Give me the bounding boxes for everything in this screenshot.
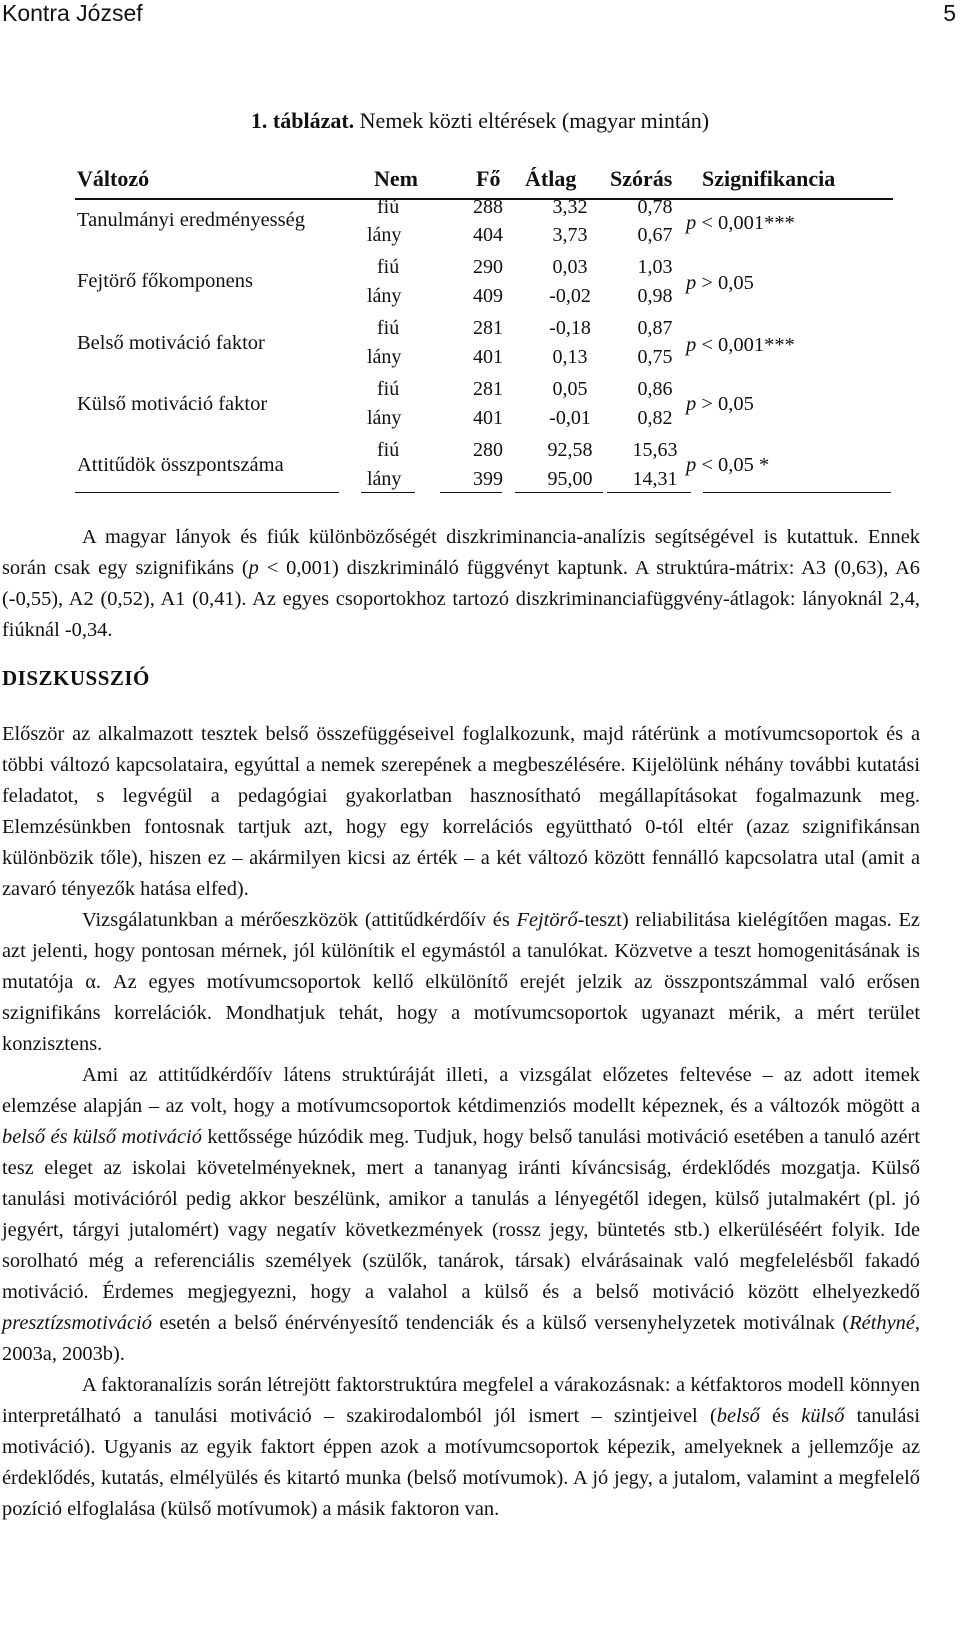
running-header-author: Kontra József	[2, 0, 143, 26]
row-n: 280	[473, 439, 503, 461]
table-bottom-rule	[515, 492, 603, 493]
p-symbol: p	[686, 334, 697, 356]
table-caption-title: Nemek közti eltérések (magyar mintán)	[359, 108, 710, 133]
row-n: 290	[473, 256, 503, 278]
row-variable: Fejtörő főkomponens	[77, 270, 253, 292]
text-span: , 2003a, 2003b).	[2, 1312, 920, 1365]
row-sd: 1,03	[637, 256, 673, 278]
row-significance	[686, 393, 754, 416]
header-mean: Átlag	[525, 166, 577, 191]
row-mean: 3,73	[552, 224, 588, 246]
p-value: < 0,001***	[696, 334, 795, 356]
text-span: < 0,001) diszkrimináló függvényt kaptunk. A struktúra-mátrix: A3 (0,63), A6 (-0,55), A2 (0,52), A1 (0,41). Az egyes csoportokhoz tartozó diszkriminanciafüggvény-átlagok: lányoknál 2,4, fiúknál -0,34.	[2, 557, 920, 641]
row-n: 281	[473, 317, 503, 339]
row-sd: 0,78	[637, 196, 673, 218]
paragraph-intro: Először az alkalmazott tesztek belső összefüggéseivel foglalkozunk, majd rátérünk a motívumcsoportok és a többi változó kapcsolataira, egyúttal a nemek szerepének a megbeszélésére. Kijelölünk néhány további kutatási feladatot, s legvégül a pedagógiai gyakorlatban hasznosítható megállapításokat fogalmazunk meg. Elemzésünkben fontosnak tartjuk azt, hogy egy korrelációs együttható 0-tól eltér (azaz szignifikánsan különbözik tőle), hiszen ez – akármilyen kicsi az érték – a két változó között fennálló kapcsolatra utal (amit a zavaró tényezők hatása elfed).	[2, 723, 920, 900]
row-n: 401	[473, 346, 503, 368]
header-n: Fő	[476, 166, 501, 191]
table-bottom-rule	[607, 492, 691, 493]
text-span: A magyar lányok és fiúk különbözőségét diszkriminancia-analízis segítségével is kutattuk. Ennek során csak egy szignifikáns (	[2, 526, 920, 579]
emphasis: belső és külső motiváció	[2, 1126, 202, 1148]
text-span: tanulási motiváció). Ugyanis az egyik faktort éppen azok a motívumcsoportok képezik, amelyeknek a jellemzője az érdeklődés, kutatás, elmélyülés és kitartó munka (belső motívumok). A jó jegy, a jutalom, valamint a megfelelő pozíció elfoglalása (külső motívumok) a másik faktoron van.	[2, 1405, 920, 1520]
row-significance	[686, 272, 754, 295]
emphasis: Réthyné	[849, 1312, 915, 1334]
row-significance	[686, 334, 795, 357]
p-symbol: p	[686, 454, 697, 476]
row-sex: fiú	[377, 196, 400, 218]
emphasis: presztízsmotiváció	[2, 1312, 152, 1334]
row-sd: 0,67	[637, 224, 673, 246]
row-sd: 0,82	[637, 407, 673, 429]
results-table	[75, 164, 893, 516]
p-symbol: p	[686, 272, 697, 294]
row-mean: 0,03	[552, 256, 588, 278]
text-span: A faktoranalízis során létrejött faktorstruktúra megfelel a várakozásnak: a kétfaktoros modell könnyen interpretálható a tanulási motiváció – szakirodalomból jól ismert – szintjeivel (	[2, 1374, 920, 1427]
row-mean: 95,00	[547, 468, 593, 490]
row-variable: Belső motiváció faktor	[77, 332, 265, 354]
row-mean: -0,18	[549, 317, 591, 339]
row-mean: -0,02	[549, 285, 591, 307]
p-symbol: p	[686, 393, 697, 415]
row-sex: fiú	[377, 256, 400, 278]
row-n: 288	[473, 196, 503, 218]
row-sex: lány	[367, 407, 402, 429]
text-span: Vizsgálatunkban a mérőeszközök (attitűdkérdőív és	[82, 909, 517, 931]
table-bottom-rule	[361, 492, 415, 493]
row-sd: 0,86	[637, 378, 673, 400]
row-significance	[686, 454, 769, 477]
row-significance	[686, 212, 795, 235]
row-n: 281	[473, 378, 503, 400]
row-variable: Tanulmányi eredményesség	[77, 209, 305, 231]
p-value: < 0,001***	[696, 212, 795, 234]
text-span: esetén a belső énérvényesítő tendenciák és a külső versenyhelyzetek motiválnak (	[151, 1312, 850, 1334]
text-span: kettőssége húzódik meg. Tudjuk, hogy belső tanulási motiváció esetében a tanuló azért tesz eleget az iskolai követelményeknek, mert a tananyag iránti kíváncsiság, érdeklődés mozgatja. Külső tanulási motivációról pedig akkor beszélünk, amikor a tanulás a lényegétől idegen, külső jutalmakért (pl. jó jegyért, tárgyi jutalomért) vagy negatív következmények (rossz jegy, büntetés stb.) elkerüléséért folyik. Ide sorolható még a referenciális személyek (szülők, tanárok, társak) elvárásainak való megfelelésből fakadó motiváció. Érdemes megjegyezni, hogy a valahol a külső és a belső motiváció között elhelyezkedő	[2, 1126, 920, 1303]
header-sd: Szórás	[610, 166, 673, 191]
p-value: < 0,05 *	[696, 454, 770, 476]
table-bottom-rule	[703, 492, 891, 493]
row-sex: lány	[367, 468, 402, 490]
row-n: 399	[473, 468, 503, 490]
p-symbol: p	[248, 557, 259, 579]
page-number: 5	[943, 0, 956, 26]
row-sex: fiú	[377, 439, 400, 461]
paragraph-reliability	[2, 905, 920, 1060]
paragraph-text	[2, 522, 920, 646]
row-sd: 0,98	[637, 285, 673, 307]
text-span: és	[759, 1405, 802, 1427]
emphasis: belső	[716, 1405, 760, 1427]
emphasis: Fejtörő	[516, 909, 578, 931]
paragraph-structure	[2, 1060, 920, 1370]
row-mean: 0,13	[552, 346, 588, 368]
header-significance: Szignifikancia	[702, 166, 836, 191]
row-sd: 0,87	[637, 317, 673, 339]
p-value: > 0,05	[696, 272, 754, 294]
table-bottom-rule	[440, 492, 502, 493]
row-sd: 14,31	[632, 468, 678, 490]
text-span: -teszt) reliabilitása kielégítően magas. Ez azt jelenti, hogy pontosan mérnek, jól különítik el egymástól a tanulókat. Közvetve a teszt homogenitásának is mutatója α. Az egyes motívumcsoportok kellő elkülönítő erejét jelzik az összpontszámmal való erősen szignifikáns korrelációk. Mondhatjuk tehát, hogy a motívumcsoportok ugyanazt mérik, a mért terület konzisztens.	[2, 909, 920, 1055]
row-sd: 15,63	[632, 439, 678, 461]
row-sex: lány	[367, 285, 402, 307]
header-variable: Változó	[77, 166, 150, 191]
row-variable: Attitűdök összpontszáma	[77, 454, 284, 476]
table-caption	[0, 108, 960, 134]
paragraph-discriminant	[2, 522, 920, 646]
header-sex: Nem	[374, 166, 418, 191]
row-mean: 0,05	[552, 378, 588, 400]
row-sex: fiú	[377, 317, 400, 339]
row-variable: Külső motiváció faktor	[77, 393, 268, 415]
table-caption-label: 1. táblázat.	[250, 108, 355, 133]
row-sex: lány	[367, 224, 402, 246]
paragraph-factor	[2, 1370, 920, 1525]
row-mean: -0,01	[549, 407, 591, 429]
row-n: 409	[473, 285, 503, 307]
row-sex: fiú	[377, 378, 400, 400]
p-symbol: p	[686, 212, 697, 234]
row-n: 404	[473, 224, 503, 246]
row-sex: lány	[367, 346, 402, 368]
text-span: Ami az attitűdkérdőív látens struktúráját illeti, a vizsgálat előzetes feltevése – az adott itemek elemzése alapján – az volt, hogy a motívumcsoportok kétdimenziós modellt képeznek, és a változók mögött a	[2, 1064, 920, 1117]
row-sd: 0,75	[637, 346, 673, 368]
emphasis: külső	[801, 1405, 845, 1427]
p-value: > 0,05	[696, 393, 754, 415]
row-n: 401	[473, 407, 503, 429]
table-bottom-rule	[75, 492, 339, 493]
section-heading: DISZKUSSZIÓ	[2, 666, 150, 690]
row-mean: 92,58	[547, 439, 593, 461]
discussion-body	[2, 719, 920, 1525]
row-mean: 3,32	[552, 196, 588, 218]
